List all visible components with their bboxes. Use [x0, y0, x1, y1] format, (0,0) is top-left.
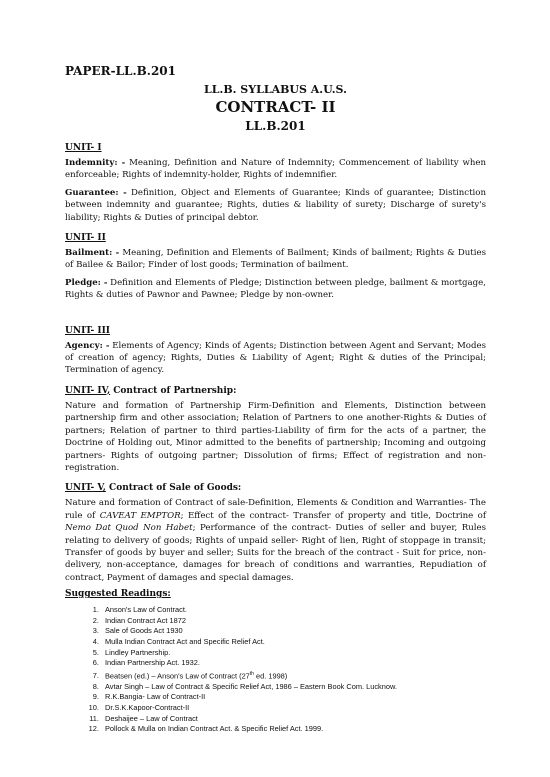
unit-2-label: UNIT- II — [65, 233, 106, 244]
reading-item: 4. Mulla Indian Contract Act and Specific Relief Act. — [101, 637, 486, 648]
sale-of-goods-paragraph — [65, 497, 486, 584]
course-code: LL.B.201 — [245, 119, 306, 133]
guarantee-text: Definition, Object and Elements of Guarantee; Kinds of guarantee; Distinction between indemnity and guarantee; Rights, duties & liability of surety; Discharge of surety's liability; Rights & Duties of principal debtor. — [65, 187, 486, 223]
sale-text-a: Nature and formation of Contract of sale-Definition, Elements & Condition and Warranties- The rule of — [65, 498, 486, 521]
indemnity-text: Meaning, Definition and Nature of Indemnity; Commencement of liability when enforceable; Rights of indemnity-holder, Rights of indemnifier. — [65, 158, 486, 181]
section-spacer — [65, 307, 486, 317]
reading-item: 3. Sale of Goods Act 1930 — [101, 626, 486, 637]
unit-4-heading — [65, 385, 486, 397]
readings-list — [65, 605, 486, 735]
paper-id: PAPER-LL.B.201 — [65, 64, 177, 78]
reading-item-beatsen — [101, 669, 486, 682]
reading-item: 2. Indian Contract Act 1872 — [101, 616, 486, 627]
suggested-readings-heading: Suggested Readings: — [65, 589, 171, 600]
pledge-text: Definition and Elements of Pledge; Distinction between pledge, bailment & mortgage, Rights & duties of Pawnor and Pawnee; Pledge by non-owner. — [65, 277, 486, 301]
partnership-paragraph: Nature and formation of Partnership Firm-Definition and Elements, Distinction between partnership firm and other association; Relation of Partners to one another-Rights & Duties of partners; Relation of partner to third parties-Liability of firm for the acts of a partner, the Doctrine of Holding out, Minor admitted to the benefits of partnership; Incoming and outgoing partners- Rights of outgoing partner; Dissolution of firms; Effect of registration and non-registration. — [65, 400, 486, 473]
unit-1-heading — [65, 142, 486, 154]
bailment-text: Meaning, Definition and Elements of Bailment; Kinds of bailment; Rights & Duties of Bailee & Bailor; Finder of lost goods; Termination of bailment. — [65, 248, 487, 271]
reading-item: 9. R.K.Bangia- Law of Contract-II — [101, 692, 486, 703]
reading-item: 10. Dr.S.K.Kapoor-Contract-II — [101, 703, 486, 714]
reading-item: 1. Anson's Law of Contract. — [101, 605, 486, 616]
bailment-term: Bailment: - — [65, 248, 120, 259]
course-title: CONTRACT- II — [215, 98, 336, 116]
unit-4-subtitle: Contract of Partnership: — [110, 385, 237, 396]
agency-term: Agency: - — [65, 340, 110, 351]
agency-paragraph — [65, 340, 486, 377]
beatsen-text-b: ed. 1998) — [253, 671, 288, 681]
unit-1-label: UNIT- I — [65, 143, 102, 153]
unit-3-label: UNIT- III — [65, 325, 110, 336]
unit-4-label: UNIT- IV, — [65, 385, 111, 396]
bailment-paragraph — [65, 247, 486, 272]
reading-item: 6. Indian Partnership Act. 1932. — [101, 658, 486, 669]
reading-item: 11. Deshaijee – Law of Contract — [101, 714, 486, 725]
pledge-term: Pledge: - — [65, 277, 108, 288]
pledge-paragraph — [65, 277, 486, 302]
unit-5-subtitle: Contract of Sale of Goods: — [105, 483, 242, 494]
caveat-emptor-term: CAVEAT EMPTOR — [99, 510, 181, 521]
agency-text: Elements of Agency; Kinds of Agents; Distinction between Agent and Servant; Modes of creation of agency; Rights, Duties & Liability of Agent; Right & duties of the Principal; Termination of agency. — [65, 340, 486, 376]
indemnity-term: Indemnity: - — [65, 158, 126, 168]
reading-item: 8. Avtar Singh – Law of Contract & Specific Relief Act, 1986 – Eastern Book Com. Lucknow. — [101, 682, 486, 693]
unit-3-heading — [65, 325, 486, 337]
guarantee-paragraph — [65, 187, 486, 224]
unit-2-heading — [65, 232, 486, 244]
sale-text-c: ; Performance of the contract- Duties of seller and buyer, Rules relating to delivery of goods; Rights of unpaid seller- Right of lien, Right of stoppage in transit; Transfer of goods by buyer and seller; Suits for the breach of the contract - Suit for price, non-delivery, non-acceptance, damages for breach of conditions and warranties, Repudiation of contract, Payment of damages and special damages. — [65, 523, 486, 583]
nemo-dat-term: Nemo Dat Quod Non Habet — [65, 523, 193, 534]
guarantee-term: Guarantee: - — [65, 187, 127, 198]
beatsen-sup: th — [249, 670, 254, 677]
reading-item: 5. Lindley Partnership. — [101, 648, 486, 659]
unit-5-label: UNIT- V, — [65, 483, 106, 494]
syllabus-page — [65, 64, 486, 735]
beatsen-text-a: Beatsen (ed.) – Anson's Law of Contract (27 — [105, 671, 250, 681]
sale-text-b: ; Effect of the contract- Transfer of property and title, Doctrine of — [180, 510, 486, 521]
unit-5-heading — [65, 482, 486, 494]
indemnity-paragraph — [65, 157, 486, 182]
reading-item: 12. Pollock & Mulla on Indian Contract Act. & Specific Relief Act. 1999. — [101, 724, 486, 735]
syllabus-heading: LL.B. SYLLABUS A.U.S. — [204, 83, 347, 96]
